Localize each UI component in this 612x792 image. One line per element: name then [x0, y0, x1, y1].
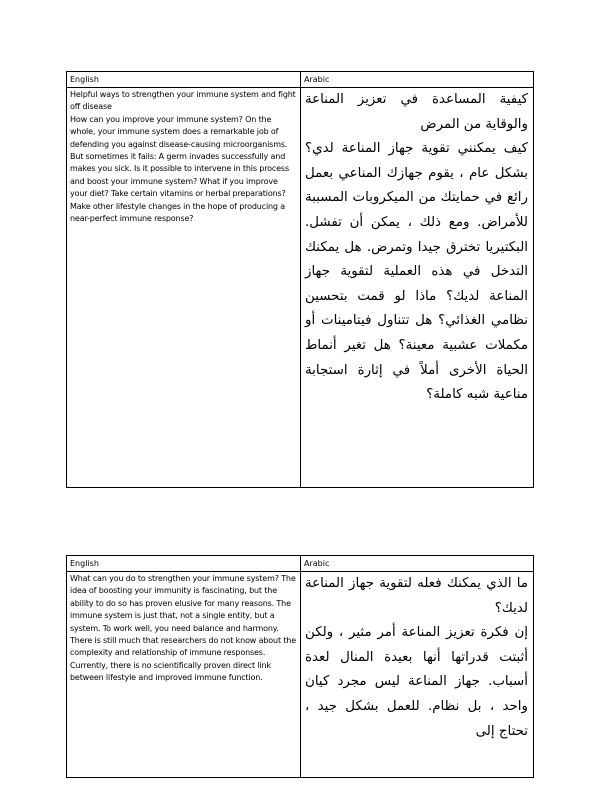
header-english: English	[67, 556, 301, 571]
table-header-row	[67, 556, 533, 572]
english-text-cell	[67, 88, 301, 488]
table-body-row	[67, 88, 533, 488]
header-arabic: Arabic	[304, 559, 330, 568]
table-header-row	[67, 72, 533, 88]
arabic-paragraph: إن فكرة تعزيز المناعة أمر مثير ، ولكن أثبتت قدراتها أنها بعيدة المنال لعدة أسباب. جهاز المناعة ليس مجرد كيان واحد ، بل نظام. للعمل بشكل جيد ، تحتاج إلى	[305, 625, 528, 739]
english-text-cell	[67, 572, 301, 778]
english-paragraph: What can you do to strengthen your immune system? The idea of boosting your immunity is fascinating, but the ability to do so has proven elusive for many reasons. The immune system is just that, not a single entity, but a system. To work well, you need balance and harmony. There is still much that researchers do not know about the complexity and relationship of immune responses. Currently, there is no scientifically proven direct link between lifestyle and improved immune function.	[70, 574, 296, 683]
english-paragraph: How can you improve your immune system? On the whole, your immune system does a remarkable job of defending you against disease-causing microorganisms. But sometimes it fails: A germ invades successfully and makes you sick. Is it possible to intervene in this process and boost your immune system? What if you improve your diet? Take certain vitamins or herbal preparations? Make other lifestyle changes in the hope of producing a near-perfect immune response?	[70, 114, 289, 224]
arabic-paragraph: كيف يمكنني تقوية جهاز المناعة لدي؟ بشكل عام ، يقوم جهازك المناعي بعمل رائع في حمايتك من الميكروبات المسببة للأمراض. ومع ذلك ، يمكن أن تفشل. البكتيريا تخترق جيدا وتمرض. هل يمكنك التدخل في هذه العملية لتقوية جهاز المناعة لديك؟ ماذا لو قمت بتحسين نظامي الغذائي؟ هل تتناول فيتامينات أو مكملات عشبية معينة؟ هل تغير أنماط الحياة الأخرى أملاً في إثارة استجابة مناعية شبه كاملة؟	[305, 141, 528, 403]
arabic-title: كيفية المساعدة في تعزيز المناعة والوقاية من المرض	[305, 92, 528, 132]
header-english: English	[67, 72, 301, 87]
arabic-title: ما الذي يمكنك فعله لتقوية جهاز المناعة لديك؟	[305, 576, 528, 616]
table-body-row	[67, 572, 533, 778]
header-arabic: Arabic	[304, 75, 330, 84]
arabic-text-cell	[301, 572, 533, 778]
translation-table-1	[66, 71, 534, 488]
english-title: Helpful ways to strengthen your immune system and fight off disease	[70, 90, 296, 112]
translation-table-2	[66, 555, 534, 778]
arabic-text-cell	[301, 88, 533, 488]
